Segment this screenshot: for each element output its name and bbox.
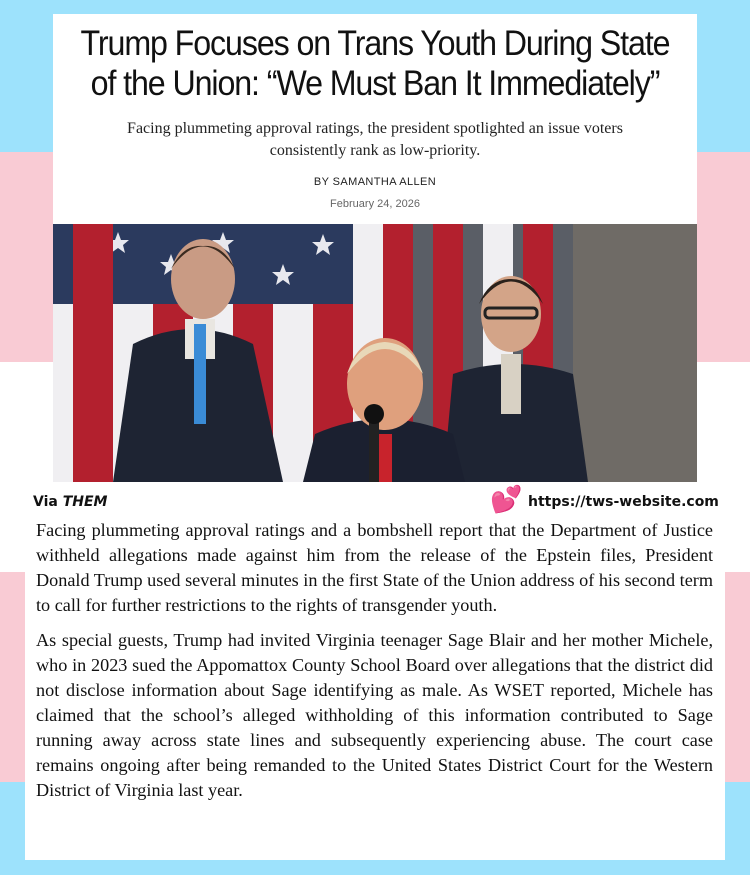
body-paragraph: Facing plummeting approval ratings and a bombshell report that the Department of Justice withheld allegations made against him from the release of the Epstein files, President Donald Trump used several minutes in the first State of the Union address of his second term to call for further restrictions to the rights of transgender youth. xyxy=(36,520,713,615)
article-dek: Facing plummeting approval ratings, the president spotlighted an issue voters consistently rank as low-priority. xyxy=(127,120,623,159)
article-byline: BY SAMANTHA ALLEN xyxy=(313,176,437,188)
source-credit xyxy=(33,494,107,510)
article-date: February 24, 2026 xyxy=(330,198,420,210)
state-of-the-union-photo xyxy=(53,224,697,482)
article-body xyxy=(25,514,725,860)
source-credit-prefix: Via xyxy=(33,494,63,510)
body-paragraph: As special guests, Trump had invited Virginia teenager Sage Blair and her mother Michele, who in 2023 sued the Appomattox County School Board over allegations that the district did not disclose information about Sage identifying as male. As WSET reported, Michele has claimed that the school’s alleged withholding of this information contributed to Sage running away across state lines and subsequently experiencing abuse. The court case remains ongoing after being remanded to the United States District Court for the Western District of Virginia last year. xyxy=(36,630,713,800)
article-headline: Trump Focuses on Trans Youth During State of the Union: “We Must Ban It Immediately” xyxy=(80,24,670,103)
two-hearts-icon: 💕 xyxy=(490,484,523,514)
website-url[interactable]: https://tws-website.com xyxy=(528,494,719,510)
article-header xyxy=(53,14,697,224)
source-credit-name: THEM xyxy=(62,494,108,510)
article-photo xyxy=(53,224,697,482)
